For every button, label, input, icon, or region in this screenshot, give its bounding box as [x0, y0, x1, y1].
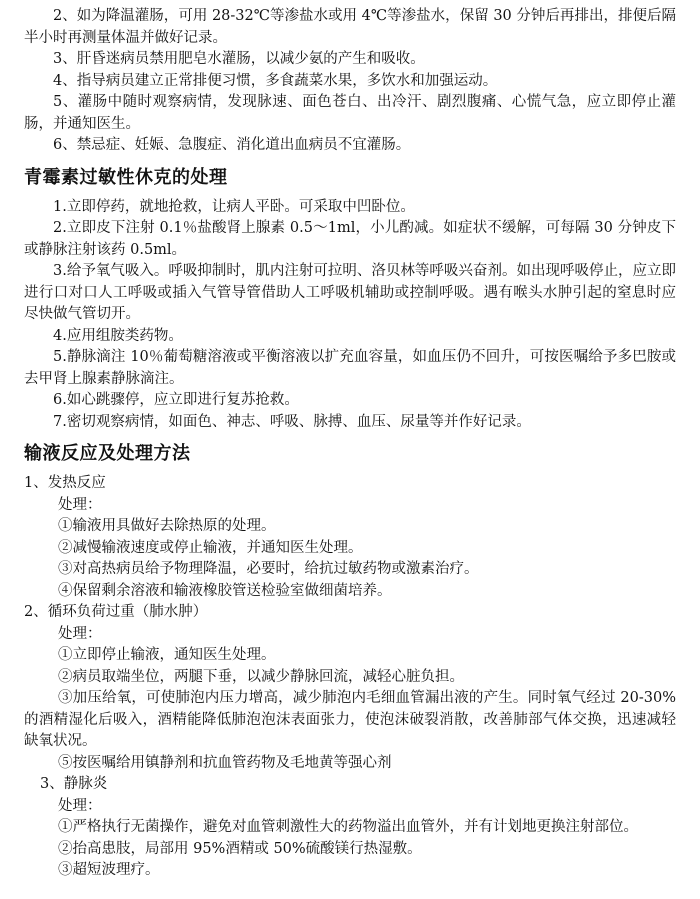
phlebitis-step-2: ②抬高患肢，局部用 95%酒精或 50%硫酸镁行热湿敷。	[58, 840, 422, 857]
phlebitis-title: 3、静脉炎	[40, 776, 108, 792]
penicillin-step-1: 1.立即停药，就地抢救，让病人平卧。可采取中凹卧位。	[53, 198, 415, 215]
overload-step-3: ③加压给氧，可使肺泡内压力增高，减少肺泡内毛细血管漏出液的产生。同时氧气经过 20-30%的酒精湿化后吸入，酒精能降低肺泡泡沫表面张力，使泡沫破裂消散，改善肺部气体交换，迅速减轻缺氧状况。	[24, 690, 676, 749]
penicillin-step-6: 6.如心跳骤停，应立即进行复苏抢救。	[53, 392, 299, 408]
penicillin-shock-heading: 青霉素过敏性休克的处理	[24, 166, 228, 188]
overload-step-2: ②病员取端坐位，两腿下垂，以减少静脉回流，减轻心脏负担。	[58, 668, 464, 685]
phlebitis-step-1: ①严格执行无菌操作，避免对血管刺激性大的药物溢出血管外，并有计划地更换注射部位。	[58, 819, 638, 835]
penicillin-step-3: 3.给予氧气吸入。呼吸抑制时，肌内注射可拉明、洛贝林等呼吸兴奋剂。如出现呼吸停止，应立即进行口对口人工呼吸或插入气管导管借助人工呼吸机辅助或控制呼吸。遇有喉头水肿引起的窒息时应尽快做气管切开。	[24, 263, 676, 322]
fever-step-3: ③对高热病员给予物理降温，必要时，给抗过敏药物或激素治疗。	[58, 561, 479, 577]
penicillin-step-7: 7.密切观察病情，如面色、神志、呼吸、脉搏、血压、尿量等并作好记录。	[53, 413, 531, 430]
enema-notes-section	[24, 6, 676, 157]
infusion-reaction-heading: 输液反应及处理方法	[24, 443, 191, 464]
fever-step-4: ④保留剩余溶液和输液橡胶管送检验室做细菌培养。	[58, 582, 392, 599]
enema-note-5: 5、灌肠中随时观察病情，发现脉速、面色苍白、出冷汗、剧烈腹痛、心慌气急，应立即停止灌肠，并通知医生。	[24, 94, 676, 132]
fever-treatment-label: 处理：	[58, 496, 102, 513]
phlebitis-step-3: ③超短波理疗。	[58, 862, 160, 878]
penicillin-step-5: 5.静脉滴注 10％葡萄糖溶液或平衡溶液以扩充血容量，如血压仍不回升，可按医嘱给予多巴胺或去甲肾上腺素静脉滴注。	[24, 349, 676, 387]
overload-treatment-label: 处理：	[58, 625, 102, 642]
penicillin-shock-section	[24, 197, 676, 434]
fever-step-2: ②减慢输液速度或停止输液，并通知医生处理。	[58, 539, 363, 556]
fever-step-1: ①输液用具做好去除热原的处理。	[58, 518, 276, 534]
penicillin-step-4: 4.应用组胺类药物。	[53, 327, 183, 344]
enema-note-3: 3、肝昏迷病员禁用肥皂水灌肠，以减少氨的产生和吸收。	[53, 51, 425, 67]
overload-step-1: ①立即停止输液，通知医生处理。	[58, 647, 276, 663]
infusion-reaction-section	[24, 473, 676, 882]
enema-note-2: 2、如为降温灌肠，可用 28-32℃等渗盐水或用 4℃等渗盐水，保留 30 分钟后再排出，排便后隔半小时再测量体温并做好记录。	[24, 8, 676, 46]
enema-note-4: 4、指导病员建立正常排便习惯，多食蔬菜水果，多饮水和加强运动。	[53, 72, 498, 89]
overload-step-5: ⑤按医嘱给用镇静剂和抗血管药物及毛地黄等强心剂	[58, 754, 392, 771]
phlebitis-treatment-label: 处理：	[58, 797, 102, 814]
overload-reaction-title: 2、循环负荷过重（肺水肿）	[24, 604, 208, 620]
enema-note-6: 6、禁忌症、妊娠、急腹症、消化道出血病员不宜灌肠。	[53, 137, 411, 153]
fever-reaction-title: 1、发热反应	[24, 475, 106, 491]
penicillin-step-2: 2.立即皮下注射 0.1％盐酸肾上腺素 0.5～1ml，小儿酌减。如症状不缓解，可每隔 30 分钟皮下或静脉注射该药 0.5ml。	[24, 220, 676, 258]
